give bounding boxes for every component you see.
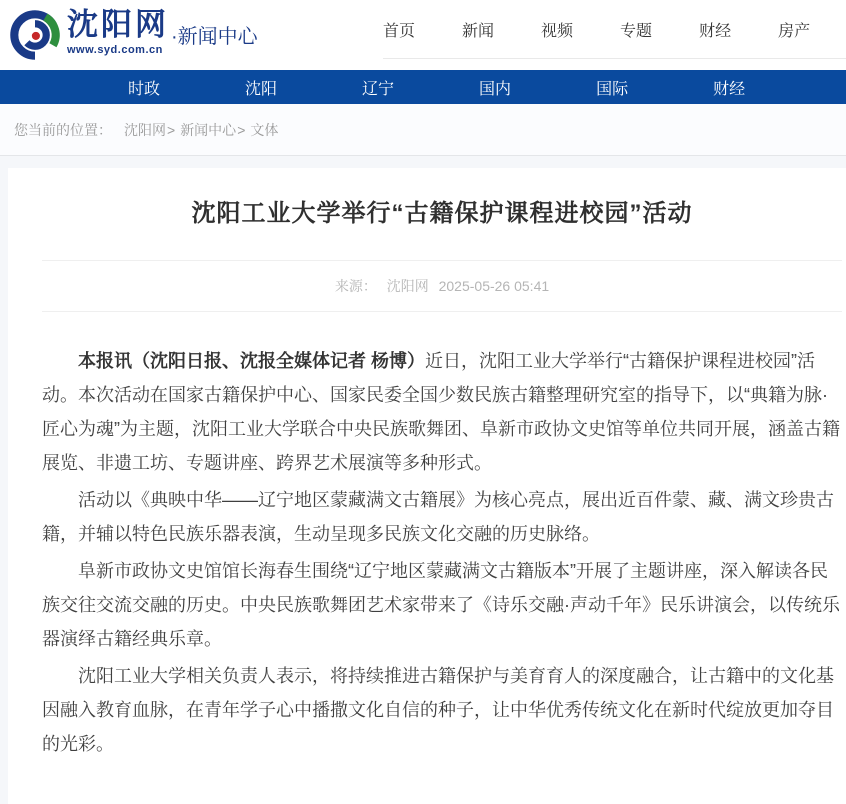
top-nav-item-1[interactable]: 首页 xyxy=(383,22,416,40)
logo-text-block xyxy=(67,8,169,56)
site-name: 沈阳网 xyxy=(67,7,169,42)
article-paragraph-1: 本报讯（沈阳日报、沈报全媒体记者 杨博）近日，沈阳工业大学举行“古籍保护课程进校园”活动。本次活动在国家古籍保护中心、国家民委全国少数民族古籍整理研究室的指导下，以“典籍为脉·匠心为魂”为主题，沈阳工业大学联合中央民族歌舞团、阜新市政协文史馆等单位共同开展，涵盖古籍展览、非遗工坊、专题讲座、跨界艺术展演等多种形式。 xyxy=(42,351,840,473)
top-nav xyxy=(383,0,846,59)
syd-swirl-logo-icon xyxy=(8,8,62,62)
article-paragraph-3: 阜新市政协文史馆馆长海春生围绕“辽宁地区蒙藏满文古籍版本”开展了主题讲座，深入解读各民族交往交流交融的历史。中央民族歌舞团艺术家带来了《诗乐交融·声动千年》民乐讲演会，以传统乐器演绎古籍经典乐章。 xyxy=(42,561,840,649)
breadcrumb-item-2[interactable]: 新闻中心 xyxy=(180,121,237,138)
breadcrumb-item-3[interactable]: 文体 xyxy=(250,121,279,138)
article-card xyxy=(8,168,846,804)
top-nav-item-6[interactable]: 房产 xyxy=(778,22,811,40)
channel-nav-item-6[interactable]: 财经 xyxy=(713,80,746,98)
site-logo[interactable] xyxy=(8,8,258,62)
publish-time: 2025-05-26 05:41 xyxy=(438,278,550,294)
source-label: 来源： xyxy=(334,278,377,294)
channel-nav-item-1[interactable]: 时政 xyxy=(128,80,161,98)
breadcrumb xyxy=(0,104,846,156)
breadcrumb-item-1[interactable]: 沈阳网 xyxy=(124,121,166,138)
article-paragraph-4: 沈阳工业大学相关负责人表示，将持续推进古籍保护与美育育人的深度融合，让古籍中的文化基因融入教育血脉，在青年学子心中播撒文化自信的种子，让中华优秀传统文化在新时代绽放更加夺目的光彩。 xyxy=(42,666,834,754)
channel-nav-item-2[interactable]: 沈阳 xyxy=(245,80,278,98)
article-paragraph-2: 活动以《典映中华——辽宁地区蒙藏满文古籍展》为核心亮点，展出近百件蒙、藏、满文珍贵古籍，并辅以特色民族乐器表演，生动呈现多民族文化交融的历史脉络。 xyxy=(42,490,834,544)
top-nav-item-2[interactable]: 新闻 xyxy=(462,22,495,40)
channel-nav-item-3[interactable]: 辽宁 xyxy=(362,80,395,98)
top-nav-item-4[interactable]: 专题 xyxy=(620,22,653,40)
breadcrumb-separator: > xyxy=(167,121,176,138)
article-source-row xyxy=(42,260,842,312)
channel-nav-item-4[interactable]: 国内 xyxy=(479,80,512,98)
site-header xyxy=(0,0,846,70)
site-section-suffix: ·新闻中心 xyxy=(171,26,258,48)
top-nav-item-5[interactable]: 财经 xyxy=(699,22,732,40)
channel-nav xyxy=(0,70,846,104)
article-body xyxy=(42,344,842,761)
article-title: 沈阳工业大学举行“古籍保护课程进校园”活动 xyxy=(191,200,693,227)
site-url: www.syd.com.cn xyxy=(67,44,163,56)
top-nav-item-3[interactable]: 视频 xyxy=(541,22,574,40)
breadcrumb-separator: > xyxy=(237,121,246,138)
source-name[interactable]: 沈阳网 xyxy=(386,278,429,294)
channel-nav-item-5[interactable]: 国际 xyxy=(596,80,629,98)
breadcrumb-items xyxy=(124,120,278,140)
paragraph-lead-bold: 本报讯（沈阳日报、沈报全媒体记者 杨博） xyxy=(78,351,425,371)
breadcrumb-prefix: 您当前的位置： xyxy=(14,121,112,138)
